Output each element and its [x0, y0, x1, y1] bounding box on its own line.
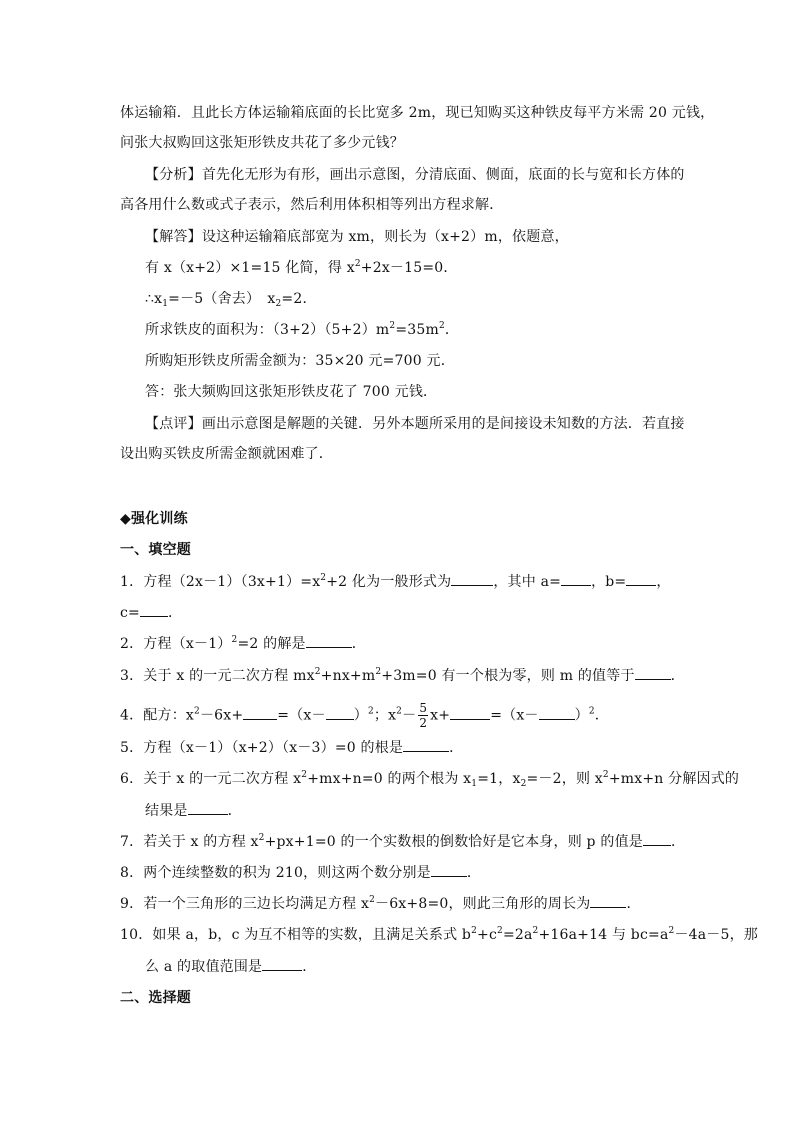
answer-blank[interactable] — [306, 633, 352, 648]
solution-line-2: 有 x（x+2）×1=15 化简，得 $x^2+2x-15=0$． — [145, 259, 458, 276]
fraction: $\frac{5}{2}$ — [419, 701, 428, 730]
section-title: ◆强化训练 — [120, 511, 188, 527]
answer-blank[interactable] — [188, 800, 228, 815]
analysis-line-2: 高各用什么数或式子表示，然后利用体积相等列出方程求解． — [120, 197, 504, 213]
question-6-line-2: 结果是 ． — [145, 800, 242, 821]
question-2: 2．方程$(x-1)^2=2$ 的解是 ． — [120, 635, 366, 652]
solution-line-4: 所求铁皮的面积为：$(3+2)(5+2)m^2=35m^2$． — [145, 321, 460, 338]
question-10-line-1: 10．如果 a，b，c 为互不相等的实数，且满足关系式 $b^2+c^2=2a^2+16a+14$ 与 $bc=a^2-4a-5$，那 — [120, 926, 758, 943]
question-4: 4．配方：$x^2-6x+ =(x- )^2$；$x^2-$ $\frac{5}{2}$ $x+ =(x- )^2$． — [120, 701, 609, 730]
analysis-label: 【分析】 — [145, 167, 202, 183]
answer-blank[interactable] — [561, 571, 591, 586]
question-1-line-1: 1．方程$(2x-1)(3x+1)=x^2+2$ 化为一般形式为 ，其中 a= ，b= ， — [120, 573, 671, 590]
part1-title: 一、填空题 — [120, 542, 191, 558]
answer-blank[interactable] — [635, 665, 671, 680]
solution-line-1 — [145, 227, 569, 247]
comment-line-1 — [145, 414, 685, 434]
solution-line-3: $\therefore x_1=-5$（舍去） $x_2=2$． — [145, 291, 317, 309]
solution-line-5: 所购矩形铁皮所需金额为：35×20 元=700 元． — [145, 353, 455, 369]
analysis-line-1 — [145, 165, 685, 185]
comment-label: 【点评】 — [145, 416, 202, 432]
intro-line-1: 体运输箱．且此长方体运输箱底面的长比宽多 2m，现已知购买这种铁皮每平方米需 20 元钱， — [120, 105, 715, 121]
answer-blank[interactable] — [590, 893, 626, 908]
answer-blank[interactable] — [643, 831, 671, 846]
answer-blank[interactable] — [326, 705, 354, 720]
answer-blank[interactable] — [243, 705, 277, 720]
solution-text-1: 设这种运输箱底部宽为 xm，则长为（x+2）m，依题意， — [201, 229, 569, 245]
answer-blank[interactable] — [626, 571, 656, 586]
answer-blank[interactable] — [450, 705, 490, 720]
question-10-line-2: 么 a 的取值范围是 ． — [145, 956, 316, 977]
question-8: 8．两个连续整数的积为 210，则这两个数分别是 ． — [120, 862, 481, 883]
question-6-line-1: 6．关于 x 的一元二次方程 $x^2+mx+n=0$ 的两个根为 $x_1=1$，$x_2=-2$，则 $x^2+mx+n$ 分解因式的 — [120, 770, 740, 789]
answer-blank[interactable] — [262, 956, 302, 971]
question-1-line-2: c= ． — [120, 602, 182, 623]
answer-blank[interactable] — [451, 571, 493, 586]
part2-title: 二、选择题 — [120, 990, 191, 1006]
answer-blank[interactable] — [403, 737, 449, 752]
question-5: 5．方程（x－1）（x+2）（x－3）=0 的根是 ． — [120, 737, 463, 758]
question-7: 7．若关于 x 的方程 $x^2+px+1=0$ 的一个实数根的倒数恰好是它本身，则 p 的值是 ． — [120, 833, 686, 850]
comment-line-2: 设出购买铁皮所需金额就困难了． — [120, 446, 333, 462]
question-3: 3．关于 x 的一元二次方程 $mx^2+nx+m^2+3m=0$ 有一个根为零，则 m 的值等于 ． — [120, 667, 685, 684]
intro-line-2: 问张大叔购回这张矩形铁皮共花了多少元钱？ — [120, 135, 404, 151]
solution-line-6: 答：张大频购回这张矩形铁皮花了 700 元钱． — [145, 384, 438, 400]
answer-blank[interactable] — [431, 862, 467, 877]
analysis-text-1: 首先化无形为有形，画出示意图，分清底面、侧面，底面的长与宽和长方体的 — [201, 167, 685, 183]
question-9: 9．若一个三角形的三边长均满足方程 $x^2-6x+8=0$，则此三角形的周长为 ． — [120, 895, 641, 912]
answer-blank[interactable] — [140, 602, 168, 617]
comment-text-1: 画出示意图是解题的关键．另外本题所采用的是间接设未知数的方法．若直接 — [201, 416, 685, 432]
solution-label: 【解答】 — [145, 229, 202, 245]
answer-blank[interactable] — [539, 705, 575, 720]
